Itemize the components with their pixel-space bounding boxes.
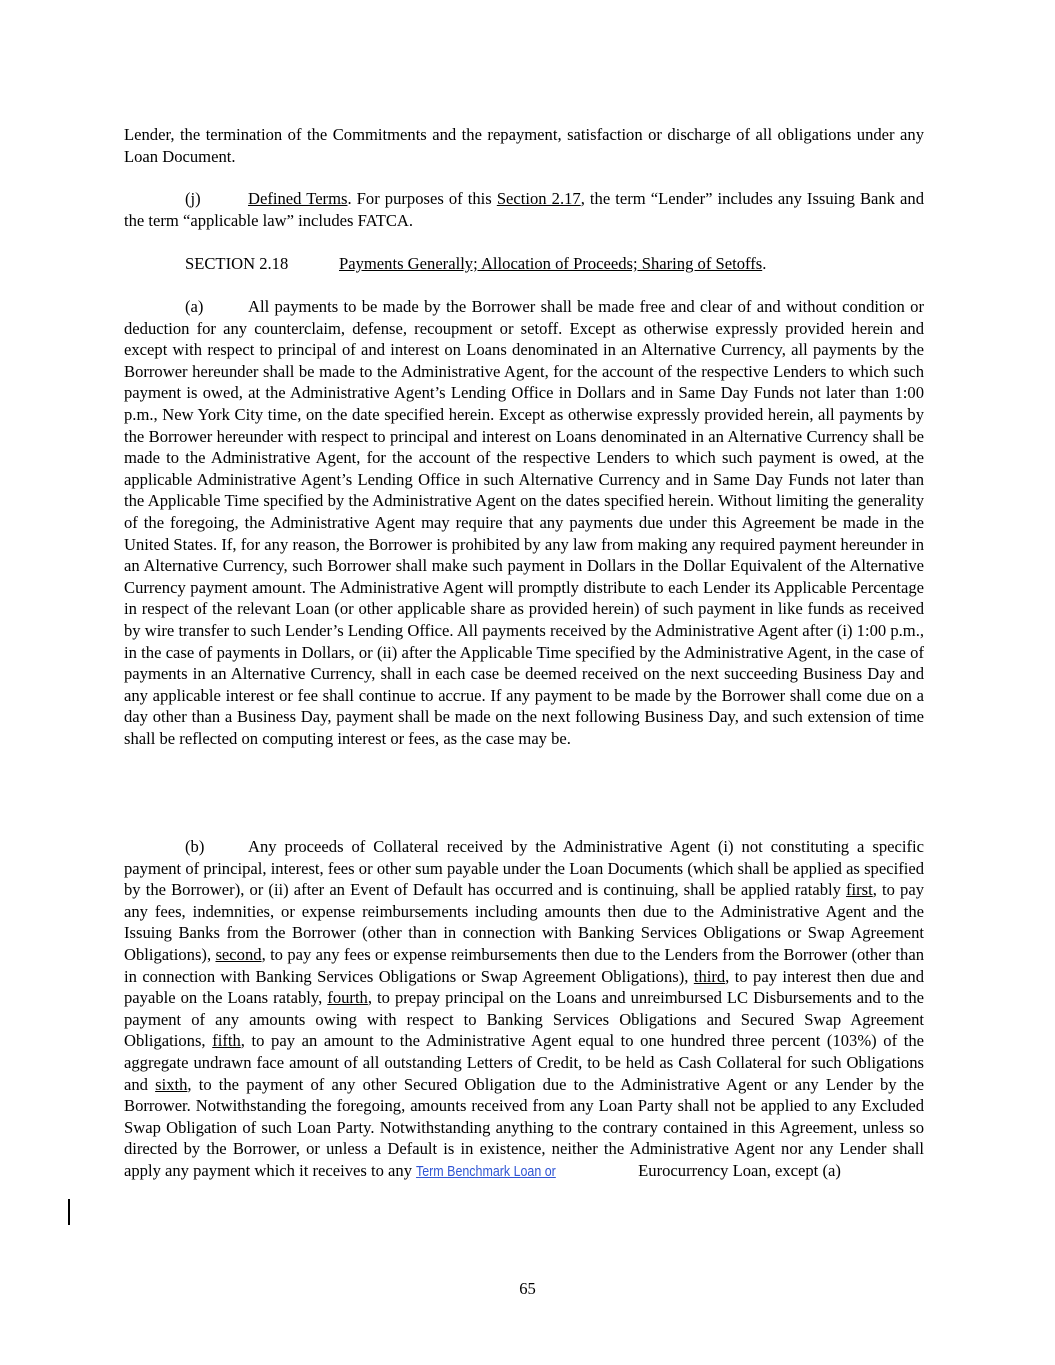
paragraph-label: (b) [185, 837, 205, 856]
paragraph-b: (b) Any proceeds of Collateral received by the Administrative Agent (i) not constituting a specific payment of principal, interest, fees or other sum payable under the Loan Documents (which shall be applied as specified by the Borrower), or (ii) after an Event of Default has occurred and is continuing, shall be applied ratably first, to pay any fees, indemnities, or expense reimbursements including amounts then due to the Administrative Agent and the Issuing Banks from the Borrower (other than in connection with Banking Services Obligations or Swap Agreement Obligations), second, to pay any fees or expense reimbursements then due to the Lenders from the Borrower (other than in connection with Banking Services Obligations or Swap Agreement Obligations), third, to pay interest then due and payable on the Loans ratably, fourth, to prepay principal on the Loans and unreimbursed LC Disbursements and to the payment of any amounts owing with respect to Banking Services Obligations and Secured Swap Agreement Obligations, fifth, to pay an amount to the Administrative Agent equal to one hundred three percent (103%) of the aggregate undrawn face amount of all outstanding Letters of Credit, to be held as Cash Collateral for such Obligations and sixth, to the payment of any other Secured Obligation due to the Administrative Agent or any Lender by the Borrower. Notwithstanding the foregoing, amounts received from any Loan Party shall not be applied to any Excluded Swap Obligation of such Loan Party. Notwithstanding anything to the contrary contained in this Agreement, unless so directed by the Borrower, or unless a Default is in existence, neither the Administrative Agent nor any Lender shall apply any payment which it receives to any Term Benchmark Loan or Eurocurrency Loan, except (a) [124, 836, 924, 1183]
paragraph-j: (j) Defined Terms. For purposes of this Section 2.17, the term “Lender” includes any Issuing Bank and the term “applicable law” includes FATCA. [124, 189, 925, 230]
paragraph-text: All payments to be made by the Borrower shall be made free and clear of and without condition or deduction for any counterclaim, defense, recoupment or setoff. Except as otherwise expressly provided herein and except with respect to principal of and interest on Loans denominated in an Alternative Currency, all payments by the Borrower hereunder shall be made to the Administrative Agent, for the account of the respective Lenders to which such payment is owed, at the Administrative Agent’s Lending Office in Dollars and in Same Day Funds not later than 1:00 p.m., New York City time, on the date specified herein. Except as otherwise expressly provided herein, all payments by the Borrower hereunder with respect to principal and interest on Loans denominated in an Alternative Currency shall be made to the Administrative Agent, for the account of the respective Lenders to which such payment is owed, at the applicable Administrative Agent’s Lending Office in such Alternative Currency and in Same Day Funds not later than the Applicable Time specified by the Administrative Agent on the dates specified herein. Without limiting the generality of the foregoing, the Administrative Agent may require that any payments due under this Agreement be made in the United States. If, for any reason, the Borrower is prohibited by any law from making any required payment hereunder in an Alternative Currency, such Borrower shall make such payment in Dollars in the Dollar Equivalent of the Alternative Currency payment amount. The Administrative Agent will promptly distribute to each Lender its Applicable Percentage in respect of the relevant Loan (or other applicable share as provided herein) of such payment in like funds as received by wire transfer to such Lender’s Lending Office. All payments received by the Administrative Agent after (i) 1:00 p.m., in the case of payments in Dollars, or (ii) after the Applicable Time specified by the Administrative Agent, in the case of payments in an Alternative Currency, shall in each case be deemed received on the next succeeding Business Day and any applicable interest or fee shall continue to accrue. If any payment to be made by the Borrower shall come due on a day other than a Business Day, payment shall be made on the next following Business Day, and such extension of time shall be reflected on computing interest or fees, as the case may be. [124, 297, 924, 748]
ordinal-sixth: sixth [155, 1074, 188, 1094]
paragraph-label: (j) [185, 189, 201, 208]
section-title: Payments Generally; Allocation of Proceeds; Sharing of Setoffs [339, 254, 763, 273]
ordinal-third: third [693, 966, 726, 986]
paragraph-text: Lender, the termination of the Commitments and the repayment, satisfaction or discharge of all obligations under any Loan Document. [124, 125, 924, 166]
inserted-text: Term Benchmark Loan or [416, 1162, 556, 1180]
ordinal-second: second [215, 944, 262, 964]
paragraph-label: (a) [185, 297, 204, 316]
section-heading: SECTION 2.18 Payments Generally; Allocation of Proceeds; Sharing of Setoffs. [185, 254, 767, 273]
ordinal-fifth: fifth [212, 1031, 241, 1051]
change-bar [68, 1199, 70, 1225]
defined-terms-heading: Defined Terms [248, 189, 348, 208]
section-reference: Section 2.17 [496, 189, 581, 208]
page-number: 65 [519, 1279, 536, 1298]
paragraph-a [124, 296, 924, 749]
paragraph-continuation [124, 124, 924, 167]
section-number: SECTION 2.18 [185, 254, 289, 273]
ordinal-fourth: fourth [327, 988, 368, 1008]
ordinal-first: first [846, 880, 873, 900]
